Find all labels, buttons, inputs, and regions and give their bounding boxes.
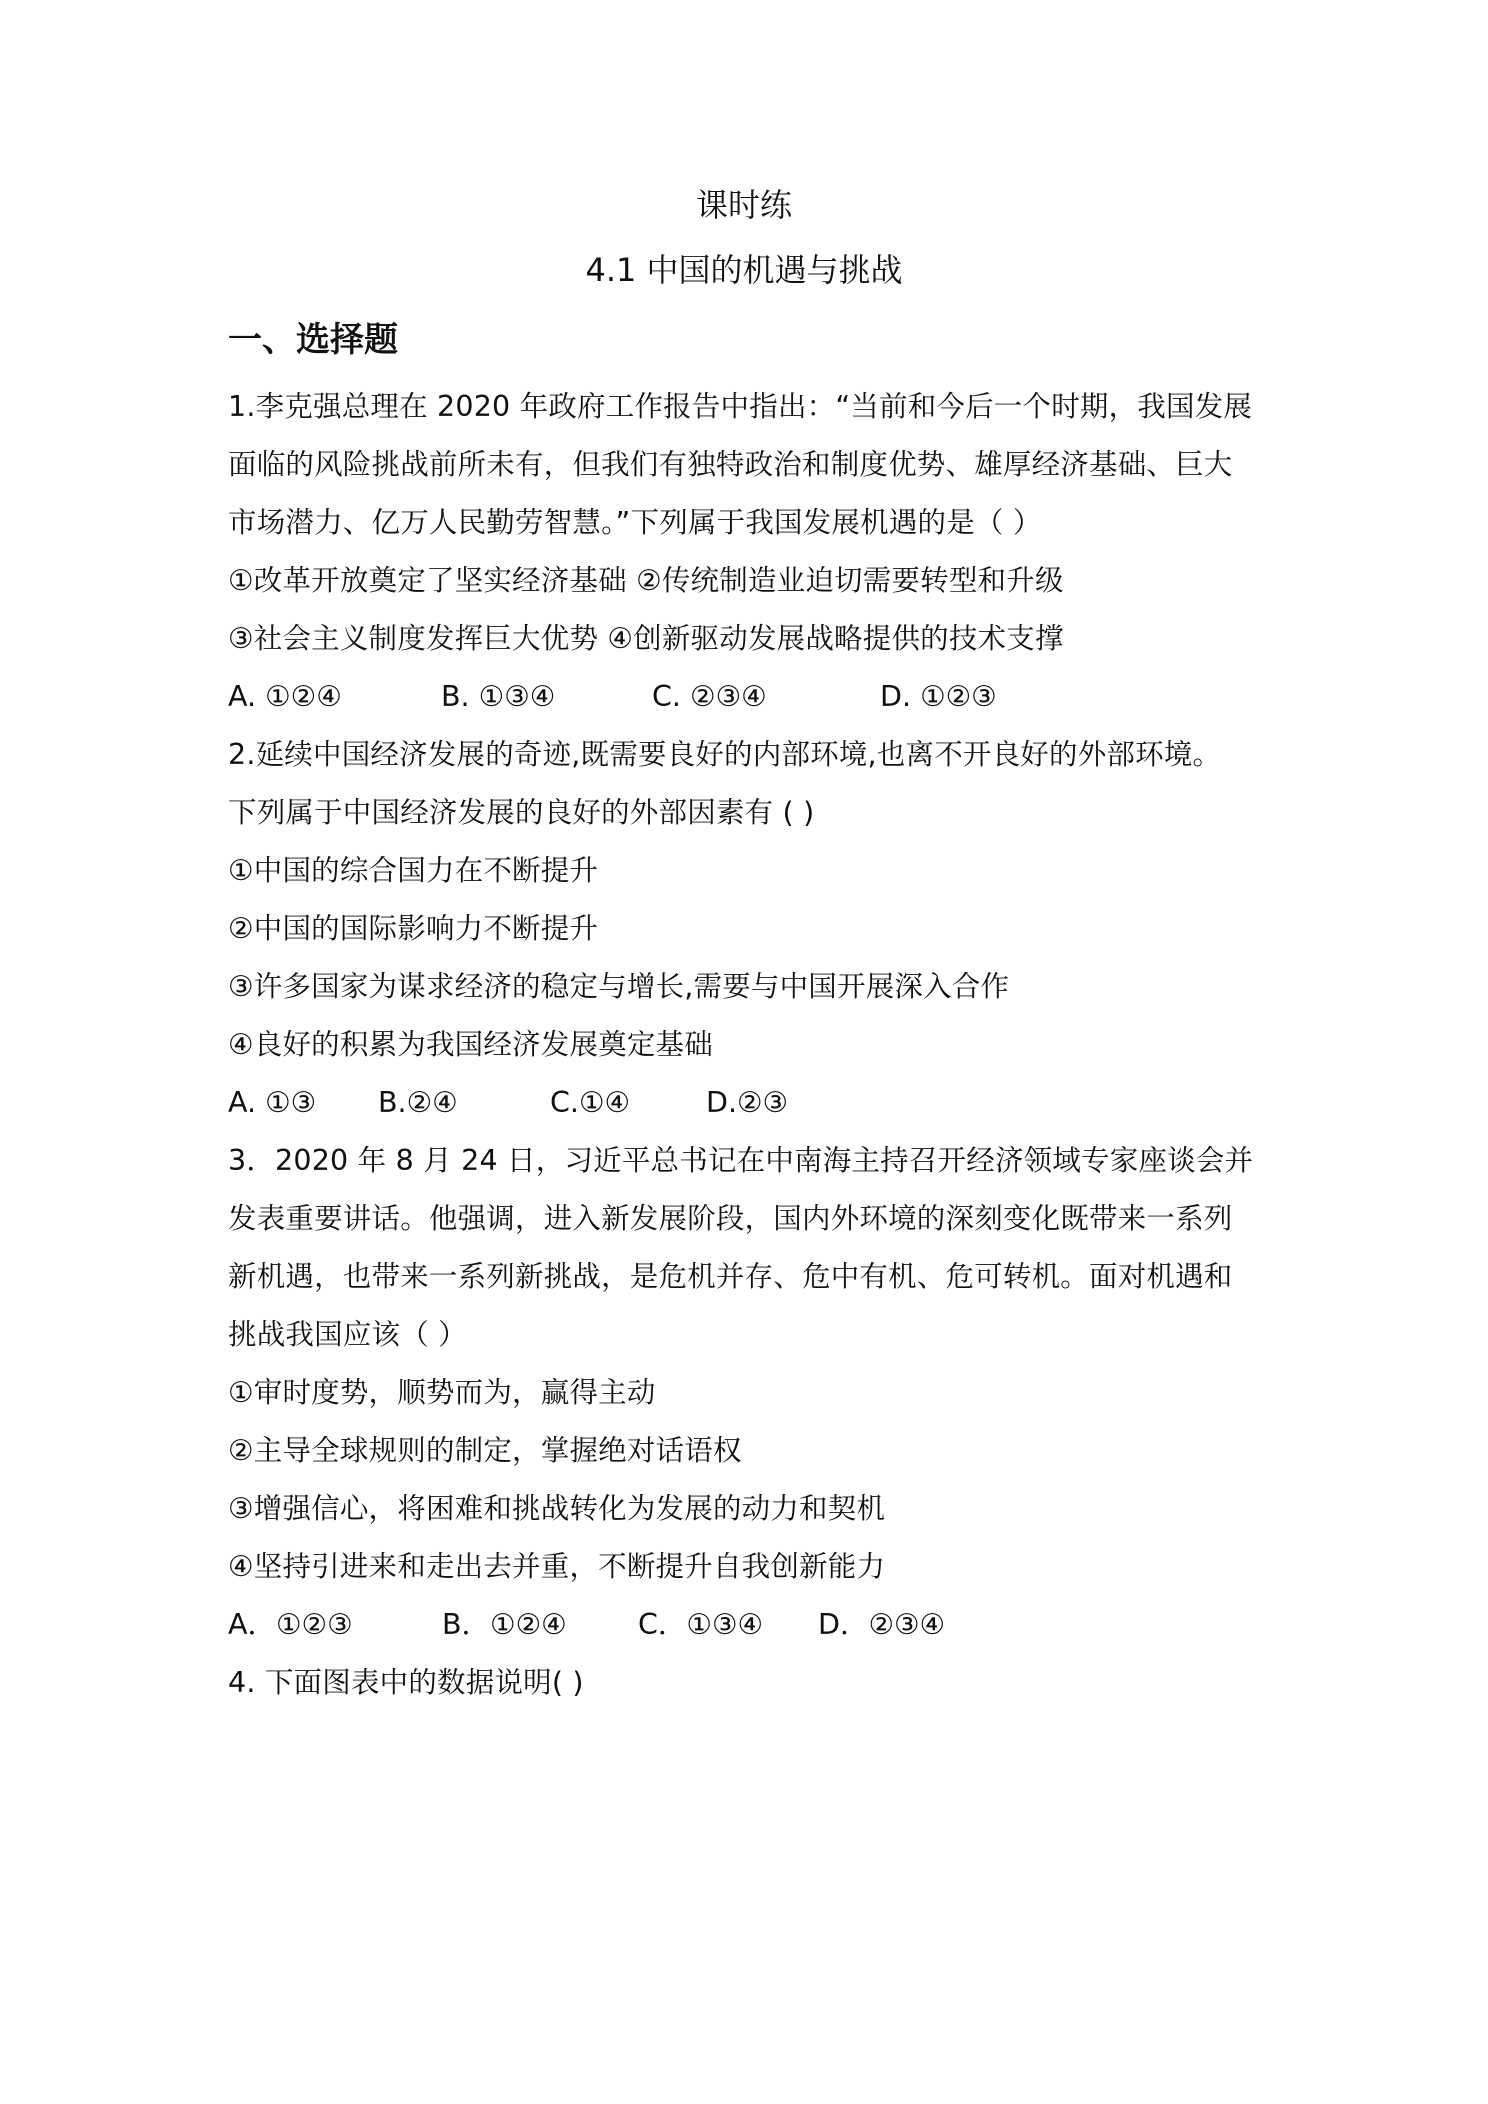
question-1-option-b: B. ①③④ (441, 680, 556, 713)
question-2-stem-line: 下列属于中国经济发展的良好的外部因素有 ( ) (228, 796, 815, 829)
question-3-statement: ④坚持引进来和走出去并重，不断提升自我创新能力 (228, 1550, 886, 1583)
question-2-statement: ②中国的国际影响力不断提升 (228, 912, 599, 945)
question-2-stem-line: 2.延续中国经济发展的奇迹,既需要良好的内部环境,也离不开良好的外部环境。 (228, 738, 1222, 771)
question-4-stem-line: 4. 下面图表中的数据说明( ) (228, 1666, 584, 1699)
question-2-statement: ①中国的综合国力在不断提升 (228, 854, 599, 887)
question-1-option-c: C. ②③④ (652, 680, 767, 713)
question-2-option-c: C.①④ (550, 1086, 631, 1119)
question-3-statement: ②主导全球规则的制定，掌握绝对话语权 (228, 1434, 742, 1467)
question-2-statement: ④良好的积累为我国经济发展奠定基础 (228, 1028, 713, 1061)
question-1-stem-line: 市场潜力、亿万人民勤劳智慧。”下列属于我国发展机遇的是（ ） (228, 506, 1042, 539)
question-3-statement: ③增强信心，将困难和挑战转化为发展的动力和契机 (228, 1492, 886, 1525)
question-3-statement: ①审时度势，顺势而为，赢得主动 (228, 1376, 656, 1409)
question-3-option-a: A．①②③ (228, 1608, 353, 1641)
page-title: 课时练 (695, 186, 792, 224)
question-3-option-b: B．①②④ (442, 1608, 567, 1641)
question-2-option-d: D.②③ (706, 1086, 789, 1119)
question-3-stem-line: 新机遇，也带来一系列新挑战，是危机并存、危中有机、危可转机。面对机遇和 (228, 1260, 1233, 1293)
question-3-option-c: C．①③④ (638, 1608, 764, 1641)
question-2-option-b: B.②④ (378, 1086, 458, 1119)
question-3-option-d: D．②③④ (818, 1608, 946, 1641)
question-1-stem-line: 面临的风险挑战前所未有，但我们有独特政治和制度优势、雄厚经济基础、巨大 (228, 448, 1233, 481)
question-1-statement: ③社会主义制度发挥巨大优势 ④创新驱动发展战略提供的技术支撑 (228, 622, 1064, 655)
question-1-statement: ①改革开放奠定了坚实经济基础 ②传统制造业迫切需要转型和升级 (228, 564, 1064, 597)
section-heading: 一、选择题 (228, 320, 398, 360)
question-2-statement: ③许多国家为谋求经济的稳定与增长,需要与中国开展深入合作 (228, 970, 1010, 1003)
question-2-option-a: A. ①③ (228, 1086, 317, 1119)
question-3-stem-line: 发表重要讲话。他强调，进入新发展阶段，国内外环境的深刻变化既带来一系列 (228, 1202, 1233, 1235)
question-1-option-d: D. ①②③ (880, 680, 997, 713)
question-1-option-a: A. ①②④ (228, 680, 342, 713)
question-1-stem-line: 1.李克强总理在 2020 年政府工作报告中指出：“当前和今后一个时期，我国发展 (228, 390, 1253, 423)
question-3-stem-line: 3．2020 年 8 月 24 日，习近平总书记在中南海主持召开经济领域专家座谈会并 (228, 1144, 1254, 1177)
question-3-stem-line: 挑战我国应该（ ） (228, 1318, 467, 1351)
page-subtitle: 4.1 中国的机遇与挑战 (585, 251, 903, 289)
